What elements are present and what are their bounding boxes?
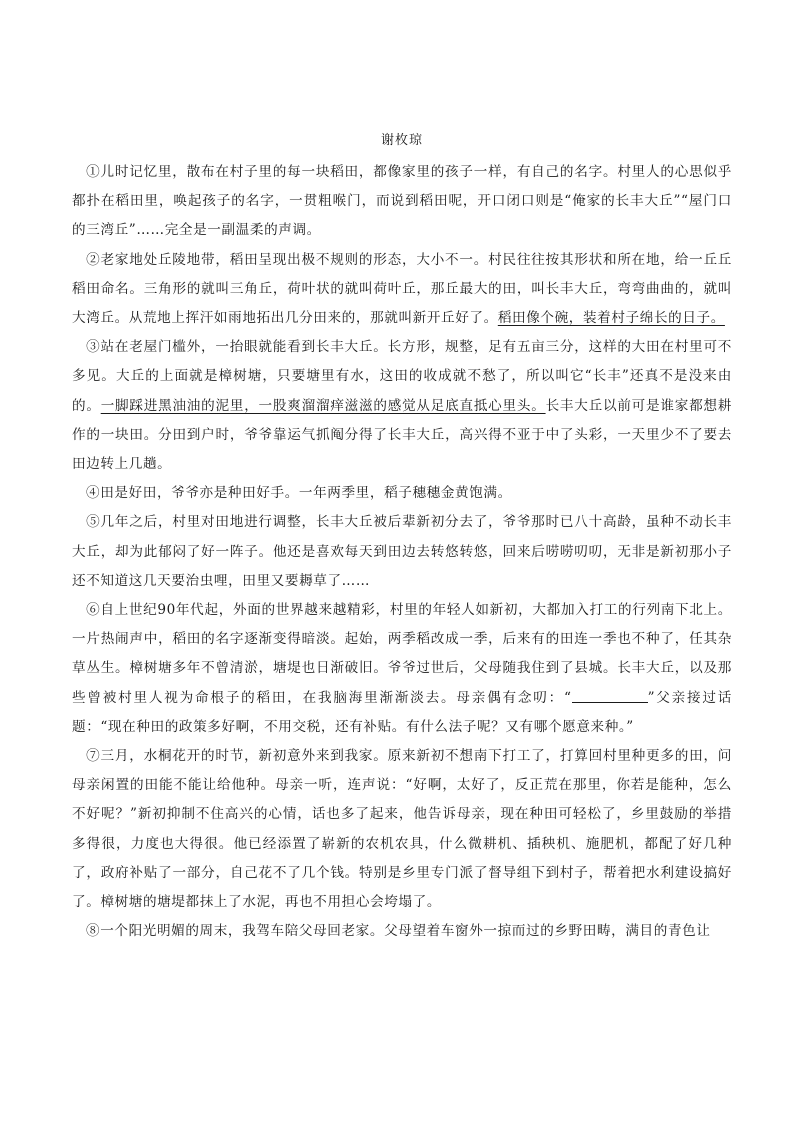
paragraph-text: ②老家地处丘陵地带，稻田呈现出极不规则的形态，大小不一。村民往往按其形状和所在地，给一丘丘稻田命名。三角形的就叫三角丘，荷叶状的就叫荷叶丘，那丘最大的田，叫长丰大丘，弯弯曲曲的，就叫大湾丘。从荒地上挥汗如雨地拓出几分田来的，那就叫新开丘好了。: [72, 251, 732, 327]
paragraph-text: 长丰大丘以前可是谁家都想耕作的一块田。分田到户时，爷爷靠运气抓阄分得了长丰大丘，高兴得不亚于中了头彩，一天里少不了要去田边转上几趟。: [72, 397, 732, 473]
paragraph-text: ”父亲接过话题：“现在种田的政策多好啊，不用交税，还有补贴。有什么法子呢？又有哪个愿意来种。”: [72, 689, 732, 735]
paragraph: [72, 158, 732, 246]
underlined-sentence: 稻田像个碗，装着村子绵长的日子。: [497, 310, 725, 327]
paragraph: [72, 917, 732, 946]
paragraph: [72, 742, 732, 917]
paragraph: [72, 508, 732, 596]
paragraph-text: ①儿时记忆里，散布在村子里的每一块稻田，都像家里的孩子一样，有自己的名字。村里人的心思似乎都扑在稻田里，唤起孩子的名字，一贯粗喉门，而说到稻田呢，开口闭口则是“俺家的长丰大丘”“屋门口的三湾丘”……完全是一副温柔的声调。: [72, 164, 732, 239]
fill-in-blank: [572, 688, 648, 703]
document-page: [72, 128, 732, 946]
article-body: [72, 158, 732, 946]
paragraph-text: ③站在老屋门槛外，一抬眼就能看到长丰大丘。长方形，规整，足有五亩三分，这样的大田在村里可不多见。大丘的上面就是樟树塘，只要塘里有水，这田的收成就不愁了，所以叫它“长丰”还真不是没来由的。: [72, 339, 732, 414]
underlined-sentence: 一脚踩进黑油油的泥里，一股爽溜溜痒滋滋的感觉从足底直抵心里头。: [100, 397, 546, 414]
author-name: 谢枚琼: [380, 133, 423, 148]
paragraph: [72, 246, 732, 334]
paragraph-text: ④田是好田，爷爷亦是种田好手。一年两季里，稻子穗穗金黄饱满。: [86, 485, 512, 502]
paragraph: [72, 333, 732, 479]
paragraph: [72, 596, 732, 742]
paragraph-text: ⑧一个阳光明媚的周末，我驾车陪父母回老家。父母望着车窗外一掠而过的乡野田畴，满目的青色让: [86, 923, 711, 940]
paragraph: [72, 479, 732, 508]
paragraph-text: ⑥自上世纪90年代起，外面的世界越来越精彩，村里的年轻人如新初，大都加入打工的行列南下北上。一片热闹声中，稻田的名字逐渐变得暗淡。起始，两季稻改成一季，后来有的田连一季也不种了，任其杂草丛生。樟树塘多年不曾清淤，塘堤也日渐破旧。爷爷过世后，父母随我住到了县城。长丰大丘，以及那些曾被村里人视为命根子的稻田，在我脑海里渐渐淡去。母亲偶有念叨：“: [72, 602, 732, 706]
paragraph-text: ⑦三月，水桐花开的时节，新初意外来到我家。原来新初不想南下打工了，打算回村里种更多的田，问母亲闲置的田能不能让给他种。母亲一听，连声说：“好啊，太好了，反正荒在那里，你若是能种，怎么不好呢？”新初抑制不住高兴的心情，话也多了起来，他告诉母亲，现在种田可轻松了，乡里鼓励的举措多得很，力度也大得很。他已经添置了崭新的农机农具，什么微耕机、插秧机、施肥机，都配了好几种了，政府补贴了一部分，自己花不了几个钱。特别是乡里专门派了督导组下到村子，帮着把水利建设搞好了。樟树塘的塘堤都抹上了水泥，再也不用担心会垮塌了。: [72, 748, 732, 911]
paragraph-text: ⑤几年之后，村里对田地进行调整，长丰大丘被后辈新初分去了，爷爷那时已八十高龄，虽种不动长丰大丘，却为此郁闷了好一阵子。他还是喜欢每天到田边去转悠转悠，回来后唠唠叨叨，无非是新初那小子还不知道这几天要治虫哩，田里又要耨草了……: [72, 514, 732, 589]
